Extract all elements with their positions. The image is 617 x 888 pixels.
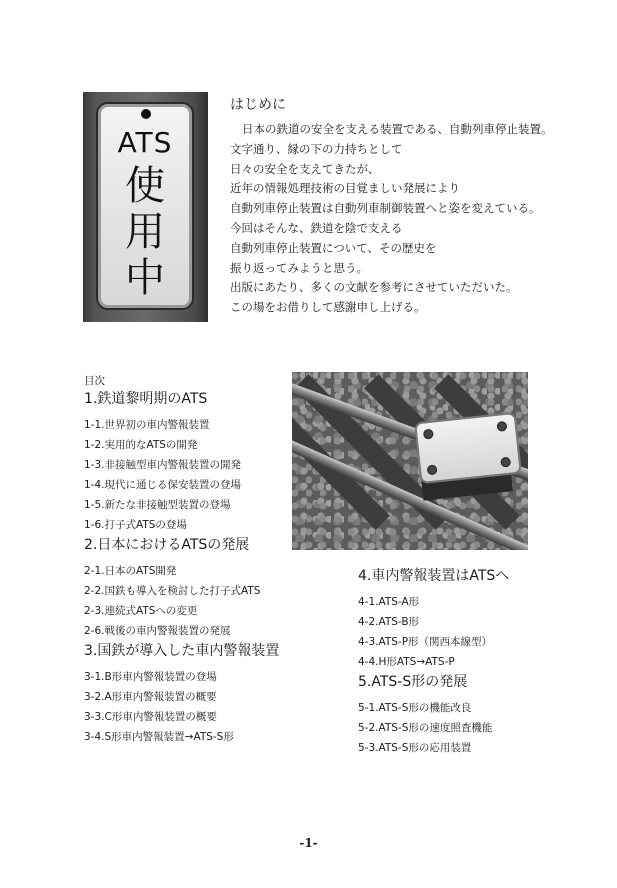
intro-line: 出版にあたり、多くの文献を参考にさせていただいた。 <box>230 280 518 295</box>
toc-item: 1-3.非接触型車内警報装置の開発 <box>84 459 241 471</box>
bolt <box>496 421 507 432</box>
intro-line: 近年の情報処理技術の目覚ましい発展により <box>230 181 460 196</box>
bolt <box>500 457 511 468</box>
chapter-heading: 5.ATS-S形の発展 <box>358 674 468 690</box>
toc-item: 1-1.世界初の車内警報装置 <box>84 419 210 431</box>
intro-line: 今回はそんな、鉄道を陰で支える <box>230 220 403 235</box>
toc-item: 2-2.国鉄も導入を検討した打子式ATS <box>84 585 261 597</box>
toc-item: 3-3.C形車内警報装置の概要 <box>84 711 217 723</box>
toc-item: 4-1.ATS‐A形 <box>358 596 420 608</box>
intro-line: 日本の鉄道の安全を支える装置である、自動列車停止装置。 <box>242 122 553 136</box>
sign-indicator-lamp <box>141 109 151 119</box>
toc-item: 1-2.実用的なATSの開発 <box>84 439 198 451</box>
toc-item: 4-3.ATS‐P形（関西本線型） <box>358 636 493 648</box>
chapter-heading: 4.車内警報装置はATSへ <box>358 568 510 584</box>
toc-column-left <box>84 389 294 747</box>
ats-transponder <box>414 412 522 484</box>
sign-text-ats: ATS <box>117 126 173 159</box>
toc-item: 2-3.連続式ATSへの変更 <box>84 605 198 617</box>
chapter-heading: 1.鉄道黎明期のATS <box>84 391 208 407</box>
toc-item: 4-2.ATS‐B形 <box>358 616 420 628</box>
ats-sign-photo <box>83 92 208 322</box>
intro-line: 日々の安全を支えてきたが、 <box>230 161 380 176</box>
intro-line: この場をお借りして感謝申し上げる。 <box>230 300 426 315</box>
toc-item: 5-1.ATS‐S形の機能改良 <box>358 702 472 714</box>
sign-text-kanji-3: 中 <box>125 255 165 301</box>
toc-column-right <box>358 566 568 758</box>
sign-board <box>96 102 194 310</box>
toc-item: 3-4.S形車内警報装置→ATS‐S形 <box>84 731 234 743</box>
toc-item: 4-4.H形ATS→ATS-P <box>358 656 455 668</box>
toc-item: 1-6.打子式ATSの登場 <box>84 519 187 531</box>
toc-item: 3-1.B形車内警報装置の登場 <box>84 671 217 683</box>
toc-item: 3-2.A形車内警報装置の概要 <box>84 691 217 703</box>
chapter-heading: 2.日本におけるATSの発展 <box>84 537 250 553</box>
sign-text-kanji-1: 使 <box>125 163 165 209</box>
toc-item: 5-2.ATS‐S形の速度照査機能 <box>358 722 493 734</box>
toc-item: 1-5.新たな非接触型装置の登場 <box>84 499 231 511</box>
intro-section <box>230 96 570 318</box>
intro-title: はじめに <box>230 97 286 113</box>
intro-line: 自動列車停止装置について、その歴史を <box>230 240 437 255</box>
toc-label: 目次 <box>84 375 105 387</box>
toc-item: 2-6.戦後の車内警報装置の発展 <box>84 625 231 637</box>
chapter-heading: 3.国鉄が導入した車内警報装置 <box>84 643 280 659</box>
intro-line: 文字通り、縁の下の力持ちとして <box>230 141 403 156</box>
rail-transponder-photo <box>292 372 528 550</box>
toc-item: 2-1.日本のATS開発 <box>84 565 177 577</box>
page-number: -1- <box>299 836 318 850</box>
sign-text-kanji-2: 用 <box>125 209 165 255</box>
toc-item: 1-4.現代に通じる保安装置の登場 <box>84 479 241 491</box>
bolt <box>427 464 438 475</box>
toc-item: 5-3.ATS‐S形の応用装置 <box>358 742 472 754</box>
bolt <box>423 429 434 440</box>
intro-line: 自動列車停止装置は自動列車制御装置へと姿を変えている。 <box>230 201 541 216</box>
intro-line: 振り返ってみようと思う。 <box>230 260 368 275</box>
